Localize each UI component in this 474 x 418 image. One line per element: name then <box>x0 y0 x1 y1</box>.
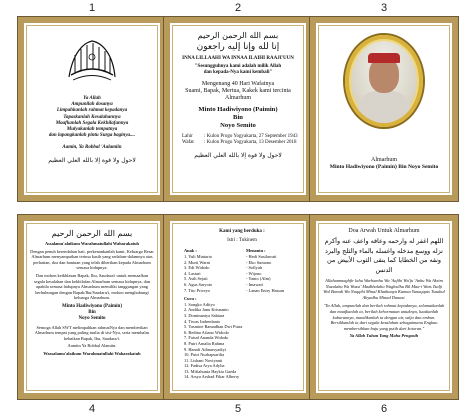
page-number-6: 6 <box>380 403 388 415</box>
in-laws-title: Menantu : <box>246 248 266 254</box>
deceased-bin: Bin <box>88 310 96 316</box>
portrait-caption-label: Almarhum <box>371 157 397 163</box>
intro-line-2: Suami, Bapak, Mertua, Kakek kami tercinta <box>185 87 291 94</box>
list-item: 2. Murti Warni <box>184 259 211 265</box>
list-item: 5. Yasmine Ramadhan Dwi Putra <box>184 324 243 330</box>
deceased-father: Noyo Semito <box>78 316 106 322</box>
list-item: 4. Tiwas Indrenlanto <box>184 318 221 324</box>
born-value: : Kulon Progo Yogyakarta, 27 September 1943 <box>204 133 298 139</box>
list-item: 3. Edi Widodo <box>184 265 210 271</box>
deceased-father: Noyo Semito <box>220 121 256 129</box>
list-item: - Lanan Entry Hassan <box>246 287 285 293</box>
arabic-footer: لاحول ولا قوة إلا بالله العلي العظيم <box>194 152 282 160</box>
arabic-footer: لاحول ولا قوة إلا بالله العلي العظيم <box>48 156 136 164</box>
list-item: 4. Lastari <box>184 270 201 276</box>
basmala: بسم الله الرحمن الرحيم <box>197 31 279 40</box>
closing-greeting: Wassalamu'alaikum Warahmatullahi Wabarakatuh <box>43 350 141 356</box>
prayer-arabic: اللهم اغفر له وارحمه وعافه واعف عنه وأكرم نزله ووسع مدخله واغسله بالماء والثلج والبرد ونقه من الخطايا كما ينقى الثوب الأبيض من الدنس <box>324 237 444 274</box>
list-item: 1. Songko Adityo <box>184 301 215 307</box>
died-value: : Kulon Progo Yogyakarta, 13 Desember 2018 <box>204 139 297 145</box>
istirja-meaning-2: dan kepada-Nya kami kembali" <box>203 70 273 76</box>
calligraphy-emblem <box>63 33 121 85</box>
list-item: 10. Putri Nurhapsarilia <box>184 352 225 358</box>
list-item: 7. Faisal Ananda Widodo <box>184 335 229 341</box>
page-number-4: 4 <box>88 403 96 415</box>
prayer-closing: Ya Allah Tuhan Yang Maha Pengasih <box>349 333 419 339</box>
born-label: Lahir <box>182 133 193 139</box>
prayer-line-4: Tapaskanlah Kesalahannya <box>63 114 121 120</box>
list-item: - Wijono <box>246 270 262 276</box>
list-item: 1. Yuli Mintarto <box>184 254 213 259</box>
list-item: - Sollyah <box>246 265 262 271</box>
istirja-arabic: إنا لله وإنا إليه راجعون <box>196 42 280 52</box>
istirja-latin: INNA LILLAAHI WA INNAA ILAIHI RAAJI'UUN <box>182 56 294 61</box>
list-item: 13. Miftahunia Haykia Gaeda <box>184 368 237 374</box>
list-item: 11. Lishani Noviyanti <box>184 357 223 363</box>
prayer-line-6: Mulyakanlah tempatnya <box>66 127 118 133</box>
intro-line-1: Mengenang 40 Hari Wafatnya <box>201 80 275 87</box>
paragraph-3: Semoga Allah SWT melimpahkan rahmatNya dan memberikan Almarhum tempat yang paling mulia di sisi-Nya, serta membalas kebaikan Bapak, Ibu, Saudara/i. <box>34 324 150 341</box>
list-item: 7. Tito Priceyo <box>184 287 210 293</box>
prayer-line-1: Ya Allah <box>83 96 101 101</box>
basmala: بسم الله الرحمن الرحيم <box>51 229 133 238</box>
list-item: 8. Putri Amalia Rahma <box>184 340 225 346</box>
list-item: 6. Redina Afiano Widodo <box>184 329 229 335</box>
list-item: - Eko Sumono <box>246 259 272 265</box>
card-5 <box>164 215 312 399</box>
list-item: - Yanto (Alm) <box>246 276 271 282</box>
card-2 <box>164 17 312 201</box>
list-item: - Hedi Susilawati <box>246 254 277 259</box>
page-number-3: 3 <box>380 2 388 14</box>
grandchildren-title: Cucu : <box>184 296 197 302</box>
deceased-name: Minto Hadiwiyono (Paimin) <box>61 303 122 309</box>
portrait-photo <box>345 35 423 127</box>
card-4 <box>18 215 166 399</box>
prayer-line-2: Ampunilah dosanya <box>71 102 113 108</box>
prayer-line-5: Maafkanlah Segala Kekhilafannya <box>55 120 129 126</box>
list-item: 14. Arsya Arshad Fikar Alberry <box>184 374 240 380</box>
wife-line: Istri : Tukinem <box>227 238 257 244</box>
greeting: Assalamu'alaikum Warahmatullahi Wabarakatuh <box>44 241 139 246</box>
istirja-meaning-1: "Sesungguhnya kami adalah milik Allah <box>194 64 282 70</box>
paragraph-2: Dan mohon keikhlasan Bapak, Ibu, Saudara/i untuk memaafkan segala kesalahan dan kekhilafan Almarhum semasa hidupnya, dan apabila semasa hidupnya Almarhum memiliki tanggungan yang berhubungan dengan Bapak/Ibu/Saudara/i, mohon menghubungi keluarga Almarhum. <box>33 272 151 301</box>
card-3 <box>310 17 458 201</box>
page-number-2: 2 <box>234 2 242 14</box>
prayer-amin: Aamin, Ya Robbal 'Aalamiin <box>62 145 122 151</box>
list-item: - Imawati <box>246 281 263 287</box>
list-item: 9. Hanafi Adinarsyadiyi <box>184 346 227 352</box>
deceased-name: Minto Hadiwiyono (Paimin) <box>198 105 278 113</box>
paragraph-1: Dengan penuh kerendahan hati, perkenankanlah kami, Keluarga Besar Almarhum menyampaikan terima kasih yang sedalam-dalamnya atas perhatian, doa dan bantuan yang telah diberikan kepada Almarhum semasa hidupnya. <box>30 248 154 271</box>
list-item: 6. Agus Saryoto <box>184 281 213 287</box>
deceased-bin: Bin <box>233 113 243 121</box>
died-label: Wafat <box>182 139 194 145</box>
page-number-5: 5 <box>234 403 242 415</box>
prayer-title: Doa Arwah Untuk Almarhum <box>348 228 420 234</box>
family-title: Kami yang berduka : <box>219 229 265 234</box>
list-item: 2. Andika Janu Krisnanto <box>184 307 229 313</box>
list-item: 3. Dominantya Sabtara <box>184 312 225 318</box>
list-item: 12. Fadisa Arya Adylia <box>184 363 225 369</box>
prayer-transliteration: Allahummaghfir lahu Warhamhu Wa 'Aafihi Wa'fu 'Anhu Wa Akrim Nuzulahu Wa Wassi' Madkhalahu Waghsilhu Bil Maa-i Wats Tsalji Wal Baradi Wa Naqqihi Minal Khathaaya Kamaa Yunaqqats Tsaubul Abyadhu Minad Danasi. <box>323 278 445 300</box>
card-6 <box>310 215 458 399</box>
card-1 <box>18 17 166 201</box>
list-item: 5. Asih Sejati <box>184 276 208 282</box>
prayer-meaning: "Ya Allah, ampunilah dan berilah rahmat kepadanya, selamatkanlah dan maafkanlah ia, berilah kehormatan untuknya, luaskanlah kuburannya, mandikanlah ia dengan air, salju dan embun. Bersihkanlah ia dari segala kesalahan sebagaimana Engkau membersihkan baju yang putih dari kotoran." <box>323 303 445 331</box>
intro-line-3: Almarhum <box>225 94 251 101</box>
children-title: Anak : <box>184 248 197 254</box>
prayer-line-3: Limpahkanlah rahmat kepadanya <box>56 108 128 114</box>
amin-line: Aamiin Ya Robbal Alamiin. <box>67 343 117 349</box>
portrait-caption-name: Minto Hadiwiyono (Paimin) Bin Noyo Semito <box>329 164 439 170</box>
page-number-1: 1 <box>88 2 96 14</box>
prayer-line-7: dan lapangkanlah pintu Surga baginya.... <box>48 133 136 139</box>
